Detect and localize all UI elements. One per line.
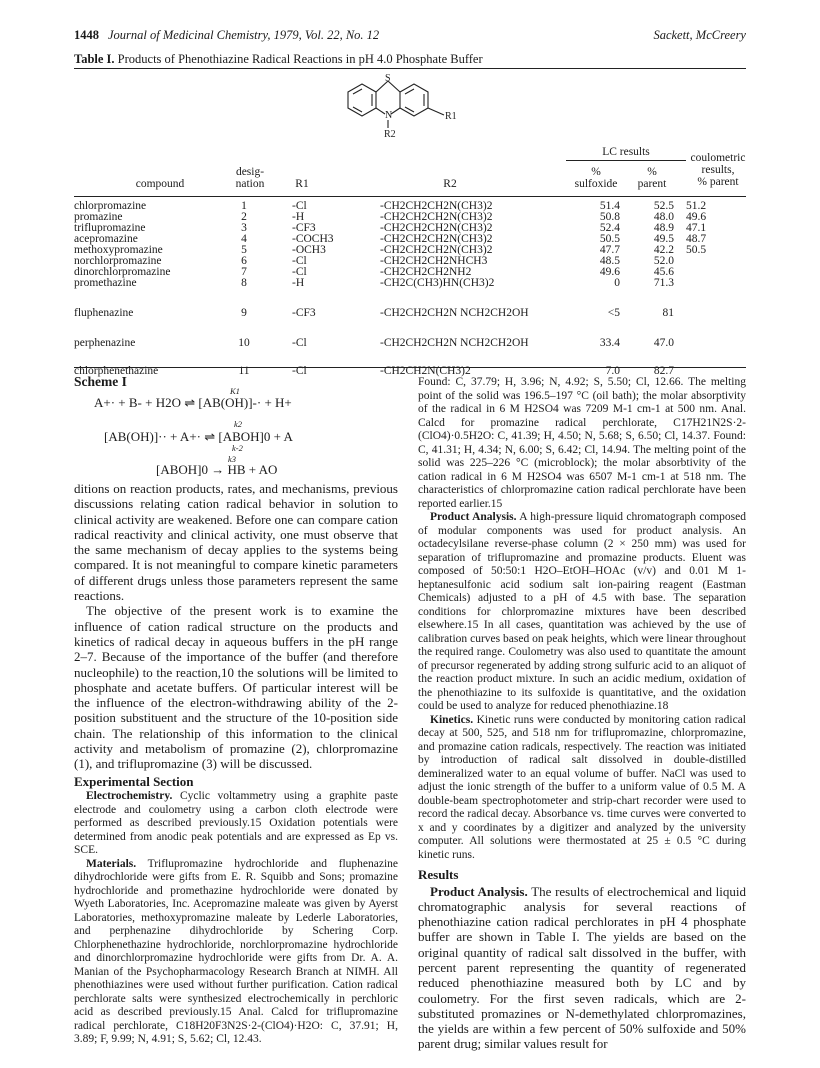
intro-paragraph-2: The objective of the present work is to examine the influence of cation radical structure on the products and kinetics of radical decay in aqueous buffers in the pH range 2–7. Because of the importance of the buffer (and therefore nucleophile) to the reaction,10 the solutions will be limited to phosphate and acetate buffers. Of particular interest will be the influence of the electron-withdrawing ability of the 2-position substituent and the structure of the 10-position side chain. The relationship of this information to the clinical activity and metabolism of promazine (2), chlorpromazine (1), and triflupromazine (3) will be discussed. (74, 603, 398, 772)
table-title: Products of Phenothiazine Radical Reactions in pH 4.0 Phosphate Buffer (117, 52, 483, 66)
table-row: promethazine 8 -H -CH2C(CH3)HN(CH3)2 0 71.3 (74, 277, 674, 289)
nitrogen-label: N (385, 110, 393, 121)
results-paragraph: Product Analysis. The results of electrochemical and liquid chromatographic analysis for several reactions of phenothiazine cation radical perchlorates in pH 4 phosphate buffer are shown in Table I. The yields are based on the original quantity of radical salt dissolved in the buffer, with percent parent representing the quantity of regenerated reduced phenothiazine measured both by LC and by coulometry. For the first seven radicals, which are 2-substituted promazines or N-demethylated chlorpromazines, the yields are within a few percent of 50% sulfoxide and 50% parent drug; similar values result for (418, 883, 747, 1052)
lc-results-rule (566, 160, 686, 161)
results-section-title: Results (418, 867, 459, 882)
materials-paragraph: Materials. Triflupromazine hydrochloride and fluphenazine dihydrochloride were gifts from E. R. Squibb and Sons; promazine hydrochloride and promethazine hydrochloride were donated by Wyeth Laboratories, Inc. Acepromazine maleate was given by Ayerst Laboratories, methoxypromazine maleate by Lederle Laboratories, and perphenazine dihydrochloride by Schering Corp. Chlorphenethazine hydrochloride, norchlorpromazine hydrochloride and dinorchlorpromazine hydrochloride were gifts from Dr. A. A. Manian of the Psychopharmacology Research Branch at NIMH. All phenothiazines were used without further purification. Cation radical perchlorate salts were synthesized electrochemically in perchloric acid as described previously.15 Anal. Calcd for triflupromazine radical perchlorate, C18H20F3N2S·2-(ClO4)·H2O: C, 37.91; H, 3.89; F, 9.99; N, 4.91; S, 5.62; Cl, 12.43. (74, 857, 399, 1046)
table-row: triflupromazine 3 -CF3 -CH2CH2CH2N(CH3)2 52.4 48.9 47.1 (74, 222, 707, 234)
table-row: chlorphenethazine 11 -Cl -CH2CH2N(CH3)2 7.0 82.7 (74, 365, 674, 377)
scheme-title: Scheme I (74, 374, 127, 389)
r2-label: R2 (384, 129, 396, 140)
product-analysis-paragraph: Product Analysis. A high-pressure liquid chromatograph composed of modular components was used for product analysis. An octadecylsilane reverse-phase column (2 × 250 mm) was used for separation of triflupromazine and promazine products. Eluent was composed of 50:50:1 H2O–EtOH–HOAc (v/v) and 0.01 M 1-heptanesulfonic acid sodium salt ion-pairing reagent (Eastman Chemicals) adjusted to a pH of 4.5 with base. The separation conditions for chlorpromazine mixtures have been described elsewhere.15 In all cases, quantitation was achieved by the use of calibration curves based on peak heights, which were linear throughout the required range. Coulometry was also used to quantitate the amount of precursor regenerated by adding strong sulfuric acid to an aliquot of the reaction product mixture. In such an acidic medium, oxidation of the phenothiazine to its sulfoxide is quantitative, and the oxidation could be used to analyze for reduced phenothiazine.18 (418, 511, 746, 712)
table-bottom-rule (74, 367, 746, 368)
page-number: 1448 (74, 28, 99, 42)
table-row: acepromazine 4 -COCH3 -CH2CH2CH2N(CH3)2 50.5 49.5 48.7 (74, 233, 707, 245)
table-header-rule (74, 196, 746, 197)
table-row: dinorchlorpromazine 7 -Cl -CH2CH2CH2NH2 49.6 45.6 (74, 266, 674, 278)
table-label: Table I. (74, 52, 115, 66)
table-row: norchlorpromazine 6 -Cl -CH2CH2CH2NHCH3 48.5 52.0 (74, 255, 674, 267)
kinetics-paragraph: Kinetics. Kinetic runs were conducted by monitoring cation radical decay at 500, 525, and 518 nm for triflupromazine, chlorpromazine, and promazine cation radicals, respectively. The reaction was initiated by introduction of radical salt dissolved in double-distilled demineralized water to an equal volume of buffer. NaCl was used to adjust the ionic strength of the buffer to a uniform value of 0.5 M. A double-beam spectrophotometer and strip-chart recorder were used to record the radical decay. Absorbance vs. time curves were converted to x and y coordinates by a digitizer and analyzed by the university computer. All solutions were thermostated at 25 ± 0.5 °C during kinetic runs. (418, 713, 746, 861)
analysis-paragraph: Found: C, 37.79; H, 3.96; N, 4.92; S, 5.50; Cl, 12.66. The melting point of the solid was 196.5–197 °C (oil bath); the molar absorptivity of the radical in 6 M H2SO4 was 7209 M-1 cm-1 at 500 nm. Anal. Calcd for promazine radical perchlorate, C17H21N2S·2-(ClO4)·0.5H2O: C, 41.39; H, 4.50; N, 5.68; S, 6.50; Cl, 14.37. Found: C, 41.31; H, 4.34; N, 6.00; S, 6.42; Cl, 14.94. The melting point of the solid was 225–226 °C (microblock); the molar absorbtivity of the cation radical in 6 M H2SO4 was 6507 M-1 cm-1 at 518 nm. The characteristics of chlorpromazine cation radical perchlorate have been reported earlier.15 (418, 376, 746, 510)
intro-paragraph-1: ditions on reaction products, rates, and mechanisms, previous discussions relating cation radical behavior in solution to clinical activity are weakened. Before one can compare cation radical reactivity and clinical activity, one must observe that the same mechanism of decay applies to the systems being compared. It is not meaningful to compare kinetic parameters of different drugs unless those parameters represent the same reactions. (74, 481, 398, 604)
sulfoxide-header: % sulfoxide (574, 166, 618, 190)
electrochemistry-paragraph: Electrochemistry. Cyclic voltammetry using a graphite paste electrode and coulometry using a carbon cloth electrode were performed as described previously.15 Oxidation potentials were determined from anodic peak potentials and are expressed as Ep vs. SCE. (74, 790, 398, 857)
r1-label: R1 (445, 111, 457, 122)
table-row: chlorpromazine 1 -Cl -CH2CH2CH2N(CH3)2 51.4 52.5 51.2 (74, 200, 707, 212)
table-caption (74, 52, 483, 67)
designation-header: desig- nation (235, 166, 265, 190)
compound-header: compound (135, 178, 185, 190)
parent-header: % parent (637, 166, 667, 190)
table-row: methoxypromazine 5 -OCH3 -CH2CH2CH2N(CH3)2 47.7 42.2 50.5 (74, 244, 707, 256)
eq2-reverse-constant: k-2 (232, 443, 243, 453)
left-column (74, 481, 398, 1047)
journal-citation: Journal of Medicinal Chemistry, 1979, Vol. 22, No. 12 (108, 28, 380, 42)
r1-header: R1 (295, 178, 309, 190)
r2-header: R2 (443, 178, 457, 190)
eq3-rate-constant: k3 (228, 454, 237, 464)
eq2-rate-constant: k2 (234, 419, 243, 429)
scheme-equation-1: A+· + B- + H2O ⇌ [AB(OH)]-· + H+ K1 (94, 386, 292, 410)
table-row: perphenazine 10 -Cl -CH2CH2CH2N NCH2CH2OH 33.4 47.0 (74, 337, 674, 349)
scheme-equation-3: [ABOH]0 → HB + AO k3 (156, 454, 278, 477)
lc-results-header: LC results (602, 146, 650, 158)
running-header (74, 28, 746, 44)
experimental-section-title: Experimental Section (74, 773, 194, 789)
right-column (418, 376, 746, 1052)
author-names: Sackett, McCreery (653, 28, 746, 42)
eq1-rate-constant: K1 (230, 386, 240, 396)
phenothiazine-structure (338, 70, 478, 140)
table-row: promazine 2 -H -CH2CH2CH2N(CH3)2 50.8 48.0 49.6 (74, 211, 707, 223)
coulometric-header: coulometric results, % parent (690, 152, 746, 188)
table-row: fluphenazine 9 -CF3 -CH2CH2CH2N NCH2CH2OH <5 81 (74, 307, 674, 319)
scheme-equation-2: [AB(OH)]·· + A+· ⇌ [ABOH]0 + A k2 k-2 (104, 419, 293, 453)
table-top-rule (74, 68, 746, 69)
sulfur-label: S (385, 73, 391, 84)
